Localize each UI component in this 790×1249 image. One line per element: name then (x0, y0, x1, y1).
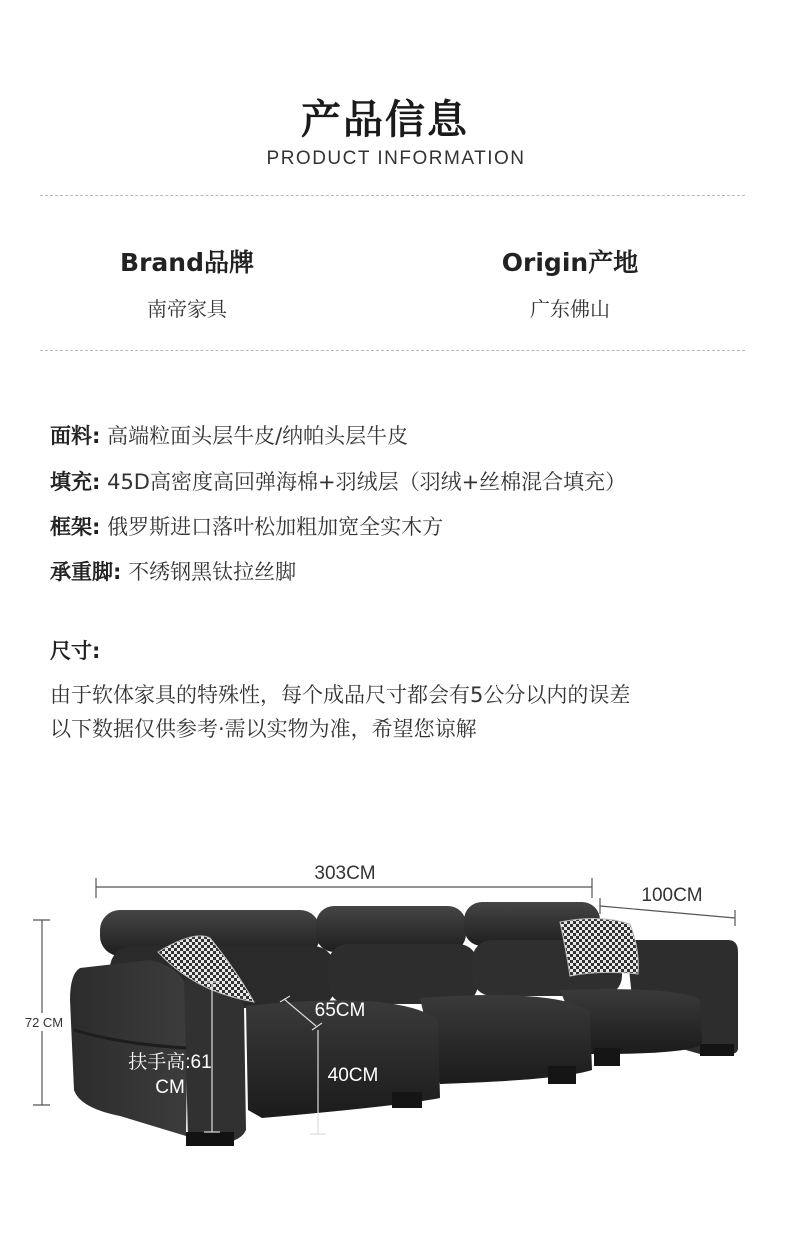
sofa-dimension-diagram (0, 840, 790, 1160)
origin-value: 广东佛山 (530, 297, 610, 321)
page-title: 产品信息 (301, 97, 469, 143)
length-label: 303CM (314, 863, 376, 884)
size-label: 尺寸: (50, 639, 101, 663)
spec-filling (50, 466, 626, 496)
spec-legs (50, 556, 296, 586)
height-dimension (20, 920, 68, 1105)
length-dimension (96, 863, 592, 898)
page-subtitle: PRODUCT INFORMATION (266, 148, 526, 169)
spec-value: 高端粒面头层牛皮/纳帕头层牛皮 (100, 424, 409, 448)
depth-label: 100CM (641, 885, 703, 906)
arm-height-label-1: 扶手高:61 (128, 1052, 212, 1073)
seat-height-label: 40CM (327, 1065, 379, 1086)
arm-height-label-2: CM (155, 1077, 185, 1098)
divider-top (40, 195, 745, 196)
spec-frame (50, 511, 443, 541)
right-pillow-icon (560, 918, 638, 976)
size-note-line1: 由于软体家具的特殊性，每个成品尺寸都会有5公分以内的误差 (50, 683, 631, 707)
brand-label: Brand品牌 (120, 248, 254, 277)
seat-depth-label: 65CM (314, 1000, 366, 1021)
origin-label: Origin产地 (501, 248, 639, 277)
spec-label: 承重脚: (50, 560, 122, 584)
spec-fabric (50, 420, 408, 450)
height-label: 72 CM (24, 1015, 64, 1030)
divider-bottom (40, 350, 745, 351)
depth-dimension (600, 885, 735, 926)
spec-label: 面料: (50, 424, 101, 448)
spec-value: 45D高密度高回弹海棉+羽绒层（羽绒+丝棉混合填充） (100, 470, 627, 494)
brand-block (37, 243, 337, 322)
spec-value: 俄罗斯进口落叶松加粗加宽全实木方 (100, 515, 444, 539)
spec-label: 框架: (50, 515, 101, 539)
spec-label: 填充: (50, 470, 101, 494)
size-note-line2: 以下数据仅供参考·需以实物为准，希望您谅解 (50, 717, 477, 741)
brand-value: 南帝家具 (147, 297, 227, 321)
origin-block (420, 243, 720, 322)
spec-value: 不绣钢黑钛拉丝脚 (121, 560, 297, 584)
